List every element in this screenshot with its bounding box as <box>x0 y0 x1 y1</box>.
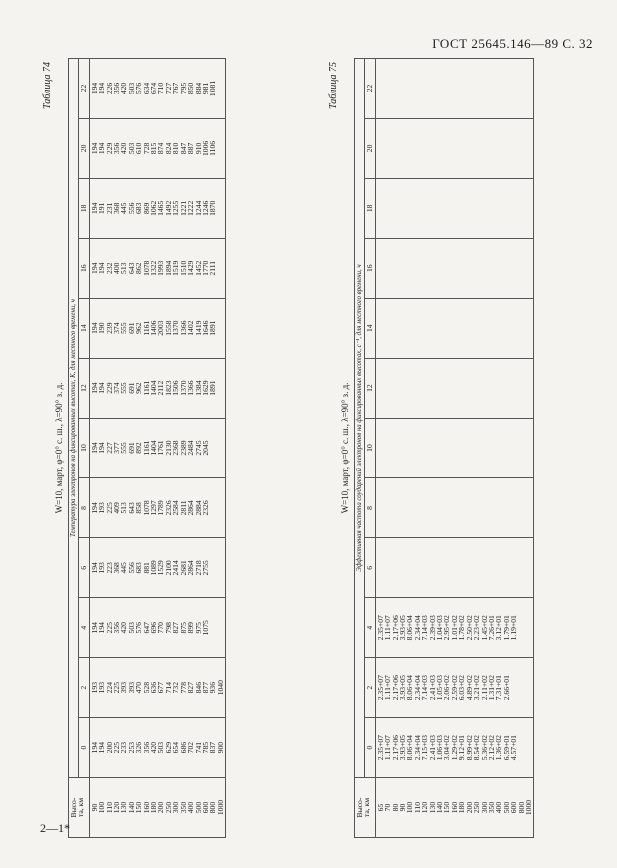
value-column: 194 194 232 400 513 643 862 1078 1322 1993 1894 1519 1510 1429 1452 1770 2111 <box>89 238 225 298</box>
value-column: 2.35+07 1.11+07 2.17+06 3.93+05 8.06+04 2.34+04 7.14+03 2.41+03 1.05+03 2.06+02 2.59+02 6.03+02 4.89+02 3.21+02 2.11+02 1.31+02 7.31+01 2.66+01 <box>375 658 534 718</box>
hour-header: 14 <box>79 298 89 358</box>
hour-header: 6 <box>79 538 89 598</box>
hour-header: 18 <box>365 178 375 238</box>
value-column: 194 194 229 356 420 503 610 728 815 874 824 810 847 887 910 1006 1106 <box>89 118 225 178</box>
table-75-title: W=10, март, φ=0° с. ш., λ=90° з. д. <box>340 382 350 514</box>
value-column: 194 191 231 368 445 556 683 869 1062 1465 1492 1255 1221 1222 1244 1246 1870 <box>89 178 225 238</box>
hour-header: 0 <box>365 718 375 778</box>
page-header: ГОСТ 25645.146—89 С. 32 <box>432 36 593 51</box>
hour-header: 10 <box>365 418 375 478</box>
value-column <box>375 418 534 478</box>
page-footer: 2—1* <box>40 821 70 835</box>
hour-header: 16 <box>365 238 375 298</box>
value-column <box>375 478 534 538</box>
hour-header: 18 <box>79 178 89 238</box>
value-column: 194 194 227 377 555 691 892 1161 1404 1761 2130 2368 2389 2484 2745 2045 <box>89 418 225 478</box>
value-column: 194 194 226 356 420 503 576 634 674 710 727 767 795 850 884 981 1081 <box>89 59 225 119</box>
hour-header: 14 <box>365 298 375 358</box>
value-column: 194 194 229 374 555 691 962 1161 1404 2112 1823 1506 1370 1366 1384 1629 1891 <box>89 358 225 418</box>
table-74-subtitle: Температура электронов на фиксированных высотах, К, для местного времени, ч <box>69 59 79 778</box>
value-column <box>375 178 534 238</box>
value-column <box>375 298 534 358</box>
hour-header: 8 <box>79 478 89 538</box>
hour-header: 2 <box>365 658 375 718</box>
value-column: 194 194 225 356 420 503 576 647 696 770 798 827 875 899 975 1075 <box>89 598 225 658</box>
hour-header: 6 <box>365 538 375 598</box>
value-column: 194 193 223 368 445 556 683 881 1089 1529 2100 2414 2681 2864 2718 2755 <box>89 538 225 598</box>
table-74-block <box>40 58 310 838</box>
value-column <box>375 59 534 119</box>
hour-header: 20 <box>365 118 375 178</box>
table-74 <box>68 58 226 838</box>
hour-header: 12 <box>365 358 375 418</box>
hour-header: 16 <box>79 238 89 298</box>
value-column <box>375 238 534 298</box>
hour-header: 12 <box>79 358 89 418</box>
hour-header: 22 <box>365 59 375 119</box>
table-75 <box>354 58 534 838</box>
hour-header: 8 <box>365 478 375 538</box>
table-74-label: Таблица 74 <box>42 62 53 109</box>
value-column: 194 194 200 225 233 253 326 356 420 503 629 654 686 702 741 785 837 900 <box>89 718 225 778</box>
rotated-tables-region <box>40 58 600 838</box>
value-column: 2.35+07 1.11+07 2.17+06 3.93+05 8.06+04 2.34+04 7.15+03 2.41+03 1.06+03 3.04+02 1.29+02 9.12+01 8.99+02 8.54+02 5.36+02 2.12+02 1.36+02 6.59+01 4.57+01 <box>375 718 534 778</box>
height-column: 90 100 110 120 130 140 150 160 180 200 250 300 350 400 500 600 800 1000 <box>89 778 225 838</box>
hour-header: 0 <box>79 718 89 778</box>
table-75-label: Таблица 75 <box>328 62 339 109</box>
rotated-content <box>40 58 600 838</box>
value-column <box>375 118 534 178</box>
value-column: 194 190 239 374 555 691 962 1161 1406 2003 1558 1370 1366 1402 1419 1646 1891 <box>89 298 225 358</box>
value-column <box>375 538 534 598</box>
hour-header: 2 <box>79 658 89 718</box>
table-74-col0: Высо- та, км <box>69 778 90 838</box>
value-column: 193 193 224 225 393 393 470 528 636 677 714 732 778 827 846 877 936 1040 <box>89 658 225 718</box>
hour-header: 22 <box>79 59 89 119</box>
hour-header: 10 <box>79 418 89 478</box>
value-column <box>375 358 534 418</box>
table-75-subtitle: Эффективная частота соударений электронов на фиксированных высотах, с⁻¹, для местного времени, ч <box>355 59 365 778</box>
hour-header: 20 <box>79 118 89 178</box>
hour-header: 4 <box>79 598 89 658</box>
value-column: 2.35+07 1.11+07 2.17+06 3.93+05 8.06+04 2.34+04 7.14+03 2.39+03 1.04+03 2.95+02 1.01+02 1.78+02 2.50+02 2.23+02 1.45+02 7.26+01 3.12+01 1.79+01 1.19+01 <box>375 598 534 658</box>
table-75-block <box>326 58 596 838</box>
hour-header: 4 <box>365 598 375 658</box>
height-column: 65 70 80 90 100 110 120 130 140 150 160 180 200 250 300 350 400 500 600 800 1000 <box>375 778 534 838</box>
table-75-col0: Высо- та, км <box>355 778 376 838</box>
value-column: 194 193 225 409 513 643 858 1078 1297 1789 2326 2584 2811 2864 2884 2326 <box>89 478 225 538</box>
table-74-title: W=10, март, φ=0° с. ш., λ=90° з. д. <box>54 382 64 514</box>
